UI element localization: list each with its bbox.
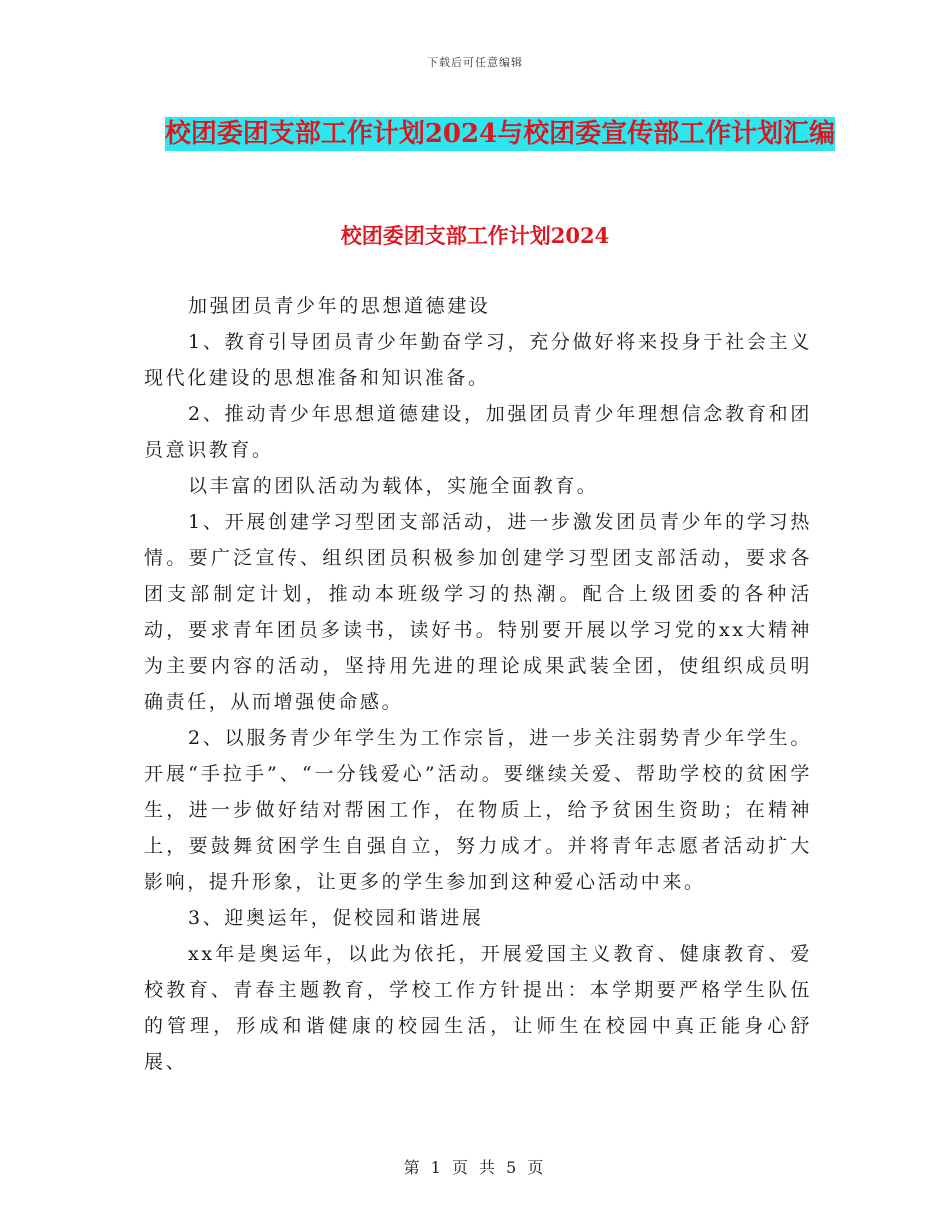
paragraph: 2、推动青少年思想道德建设，加强团员青少年理想信念教育和团员意识教育。 [144, 403, 812, 461]
paragraph: 1、开展创建学习型团支部活动，进一步激发团员青少年的学习热情。要广泛宣传、组织团员积极参加创建学习型团支部活动，要求各团支部制定计划，推动本班级学习的热潮。配合上级团委的各种活动，要求青年团员多读书，读好书。特别要开展以学习党的xx大精神为主要内容的活动，坚持用先进的理论成果武装全团，使组织成员明确责任，从而增强使命感。 [144, 511, 812, 713]
paragraph: 2、以服务青少年学生为工作宗旨，进一步关注弱势青少年学生。开展“手拉手”、“一分钱爱心”活动。要继续关爱、帮助学校的贫困学生，进一步做好结对帮困工作，在物质上，给予贫困生资助；在精神上，要鼓舞贫困学生自强自立，努力成才。并将青年志愿者活动扩大影响，提升形象，让更多的学生参加到这种爱心活动中来。 [144, 727, 812, 893]
document-title [150, 112, 850, 156]
page-number: 第 1 页 共 5 页 [403, 1158, 547, 1177]
paragraph: 3、迎奥运年，促校园和谐进展 [188, 907, 484, 929]
section-title: 校团委团支部工作计划2024 [340, 223, 610, 248]
paragraph: 加强团员青少年的思想道德建设 [188, 295, 491, 317]
paragraph: 以丰富的团队活动为载体，实施全面教育。 [188, 475, 599, 497]
document-body [144, 288, 812, 1080]
document-title-text: 校团委团支部工作计划2024与校团委宣传部工作计划汇编 [164, 119, 836, 149]
paragraph: 1、教育引导团员青少年勤奋学习，充分做好将来投身于社会主义现代化建设的思想准备和知识准备。 [144, 331, 812, 389]
paragraph: xx年是奥运年，以此为依托，开展爱国主义教育、健康教育、爱校教育、青春主题教育，学校工作方针提出：本学期要严格学生队伍的管理，形成和谐健康的校园生活，让师生在校园中真正能身心舒展、 [144, 943, 812, 1073]
header-note: 下载后可任意编辑 [427, 56, 523, 69]
